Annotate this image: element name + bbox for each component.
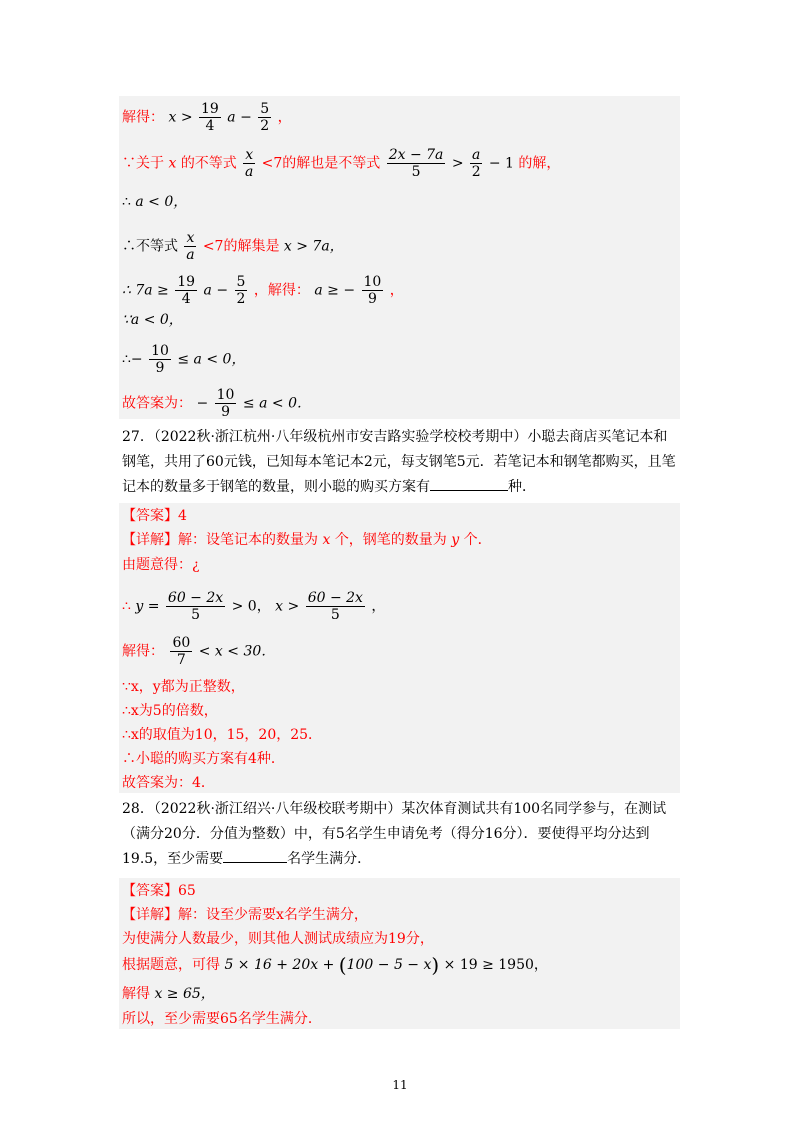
text: <7的解也是不等式 — [261, 155, 381, 172]
q28-answer: 【答案】65 — [122, 883, 196, 899]
text: x ≥ 65， — [154, 986, 215, 1002]
q27-step-5: ∴x为5的倍数， — [122, 703, 218, 719]
text: y = — [135, 598, 160, 615]
text: ∵a < 0， — [122, 312, 183, 328]
minus-sign: − — [240, 109, 252, 126]
answer-blank — [223, 848, 287, 863]
den: 5 — [191, 607, 200, 623]
num: 19 — [201, 101, 219, 117]
frac-x-a — [243, 147, 255, 180]
text: ≤ a < 0， — [177, 351, 246, 368]
p26-line-3 — [122, 193, 187, 211]
label-answer: 故答案为： — [122, 395, 192, 412]
frac-10-9 — [149, 343, 171, 376]
text: 的解， — [518, 155, 561, 172]
q28-detail-2: 为使满分人数最少，则其他人测试成绩应为19分， — [122, 931, 434, 947]
question-text: 28．（2022秋·浙江绍兴·八年级校联考期中）某次体育测试共有100名同学参与，在测试（满分20分．分值为整数）中，有5名学生申请免考（得分16分）．要使得平均分达到19.5，至少需要 — [122, 801, 667, 867]
question-tail: 名学生满分． — [287, 851, 372, 867]
page-number: 11 — [392, 1078, 408, 1092]
var-a: a — [227, 109, 236, 126]
text: 的不等式 — [180, 155, 237, 172]
text: ， — [371, 598, 386, 615]
q27-step-6: ∴x的取值为10，15，20，25． — [122, 727, 323, 743]
equation-part: × 19 ≥ 1950， — [439, 957, 548, 973]
text: a ≥ − — [314, 282, 356, 299]
text: x > — [275, 598, 300, 615]
solution-block-28 — [119, 878, 680, 1029]
var-y: y — [451, 532, 460, 548]
text: ≤ a < 0． — [242, 395, 311, 412]
den: 9 — [155, 360, 165, 376]
paren-open: ( — [338, 953, 347, 977]
frac-60-2x-5 — [306, 590, 365, 623]
text: <7的解集是 — [202, 238, 280, 255]
q28-detail-1: 【详解】解：设至少需要x名学生满分， — [122, 907, 368, 923]
frac-2x7a-5 — [387, 147, 446, 180]
text: ∵关于 — [122, 155, 164, 172]
frac-10-9 — [215, 387, 237, 420]
equation-part: 5 × 16 + 20x + — [224, 957, 339, 973]
frac-a-2 — [470, 147, 482, 180]
num: 5 — [236, 274, 246, 290]
den: 5 — [330, 607, 340, 623]
num: 2x − 7a — [388, 147, 444, 163]
frac-5-2 — [235, 274, 248, 307]
frac-5-2 — [258, 101, 271, 134]
q27-step-3 — [122, 635, 275, 668]
answer-blank — [430, 476, 508, 491]
q28-detail-4 — [122, 985, 215, 1003]
var-x: x — [168, 155, 177, 172]
text: a < 0， — [135, 194, 188, 210]
gt-sign: > — [180, 109, 193, 126]
text: ∴ 7a ≥ — [122, 282, 169, 299]
paren-close: ) — [431, 953, 440, 977]
p26-line-6 — [122, 311, 183, 329]
therefore: ∴ — [122, 598, 131, 615]
text: 根据题意，可得 — [122, 957, 220, 973]
q27-step-2 — [122, 590, 385, 623]
den: a — [186, 247, 195, 263]
q27-step-7: ∴小聪的购买方案有4种． — [122, 751, 285, 767]
text: ∴不等式 — [122, 238, 178, 255]
num: 19 — [177, 274, 196, 290]
num: x — [186, 230, 195, 246]
therefore: ∴ — [122, 194, 131, 210]
question-27 — [122, 425, 678, 500]
q27-step-8: 故答案为：4． — [122, 775, 215, 791]
den: 9 — [367, 291, 377, 307]
num: 60 — [172, 635, 191, 651]
text: 【详解】解：设笔记本的数量为 — [122, 532, 318, 548]
equation-part: 100 − 5 − x — [346, 957, 432, 973]
p26-line-5 — [122, 274, 404, 307]
den: a — [245, 164, 254, 180]
comma: ， — [277, 109, 292, 126]
p26-line-1 — [122, 101, 292, 134]
den: 2 — [471, 164, 481, 180]
p26-line-8 — [122, 387, 311, 420]
num: 60 − 2x — [167, 590, 224, 606]
den: 4 — [181, 291, 191, 307]
minus-one: − 1 — [488, 155, 514, 172]
q27-answer: 【答案】4 — [122, 508, 187, 524]
frac-60-7 — [170, 635, 192, 668]
text: ， — [389, 282, 404, 299]
p26-line-4 — [122, 230, 344, 263]
text: ∴− — [122, 351, 143, 368]
q28-detail-5: 所以，至少需要65名学生满分． — [122, 1011, 322, 1027]
den: 4 — [205, 118, 215, 134]
den: 7 — [176, 652, 186, 668]
minus-sign: − — [196, 395, 209, 412]
q27-detail — [122, 531, 492, 549]
q27-step-4: ∵x，y都为正整数， — [122, 679, 245, 695]
den: 2 — [260, 118, 270, 134]
frac-60-2x-5 — [166, 590, 225, 623]
text: x > 7a， — [283, 238, 344, 255]
frac-19-4 — [199, 101, 221, 134]
text: 个． — [463, 532, 492, 548]
label-solve: 解得： — [122, 109, 164, 126]
var-x: x — [322, 532, 331, 548]
num: 60 − 2x — [307, 590, 363, 606]
question-tail: 种． — [508, 479, 536, 495]
question-28 — [122, 797, 678, 872]
num: x — [245, 147, 254, 163]
label-solve: 解得： — [122, 643, 164, 660]
den: 2 — [236, 291, 246, 307]
question-text: 27．（2022秋·浙江杭州·八年级杭州市安吉路实验学校校考期中）小聪去商店买笔记本和钢笔，共用了60元钱，已知每本笔记本2元，每支钢笔5元．若笔记本和钢笔都购买，且笔记本的数量多于钢笔的数量，则小聪的购买方案有 — [122, 429, 676, 495]
text: < x < 30． — [198, 643, 276, 660]
frac-10-9 — [362, 274, 384, 307]
num: 10 — [216, 387, 235, 403]
num: 10 — [151, 343, 169, 359]
label-solve: 解得 — [122, 986, 150, 1002]
p26-line-7 — [122, 343, 245, 376]
num: 5 — [260, 101, 270, 117]
text: ，解得： — [253, 282, 310, 299]
text: a − — [203, 282, 229, 299]
p26-line-2 — [122, 147, 560, 180]
q28-detail-3 — [122, 953, 548, 977]
var-x: x — [168, 109, 177, 126]
text: 个，钢笔的数量为 — [334, 532, 447, 548]
num: a — [472, 147, 481, 163]
q27-step-1: 由题意得：¿ — [122, 557, 200, 573]
frac-x-a — [184, 230, 196, 263]
den: 5 — [411, 164, 421, 180]
den: 9 — [221, 404, 231, 420]
frac-19-4 — [175, 274, 197, 307]
gt-sign: > — [451, 155, 464, 172]
num: 10 — [363, 274, 382, 290]
text: > 0， — [231, 598, 271, 615]
